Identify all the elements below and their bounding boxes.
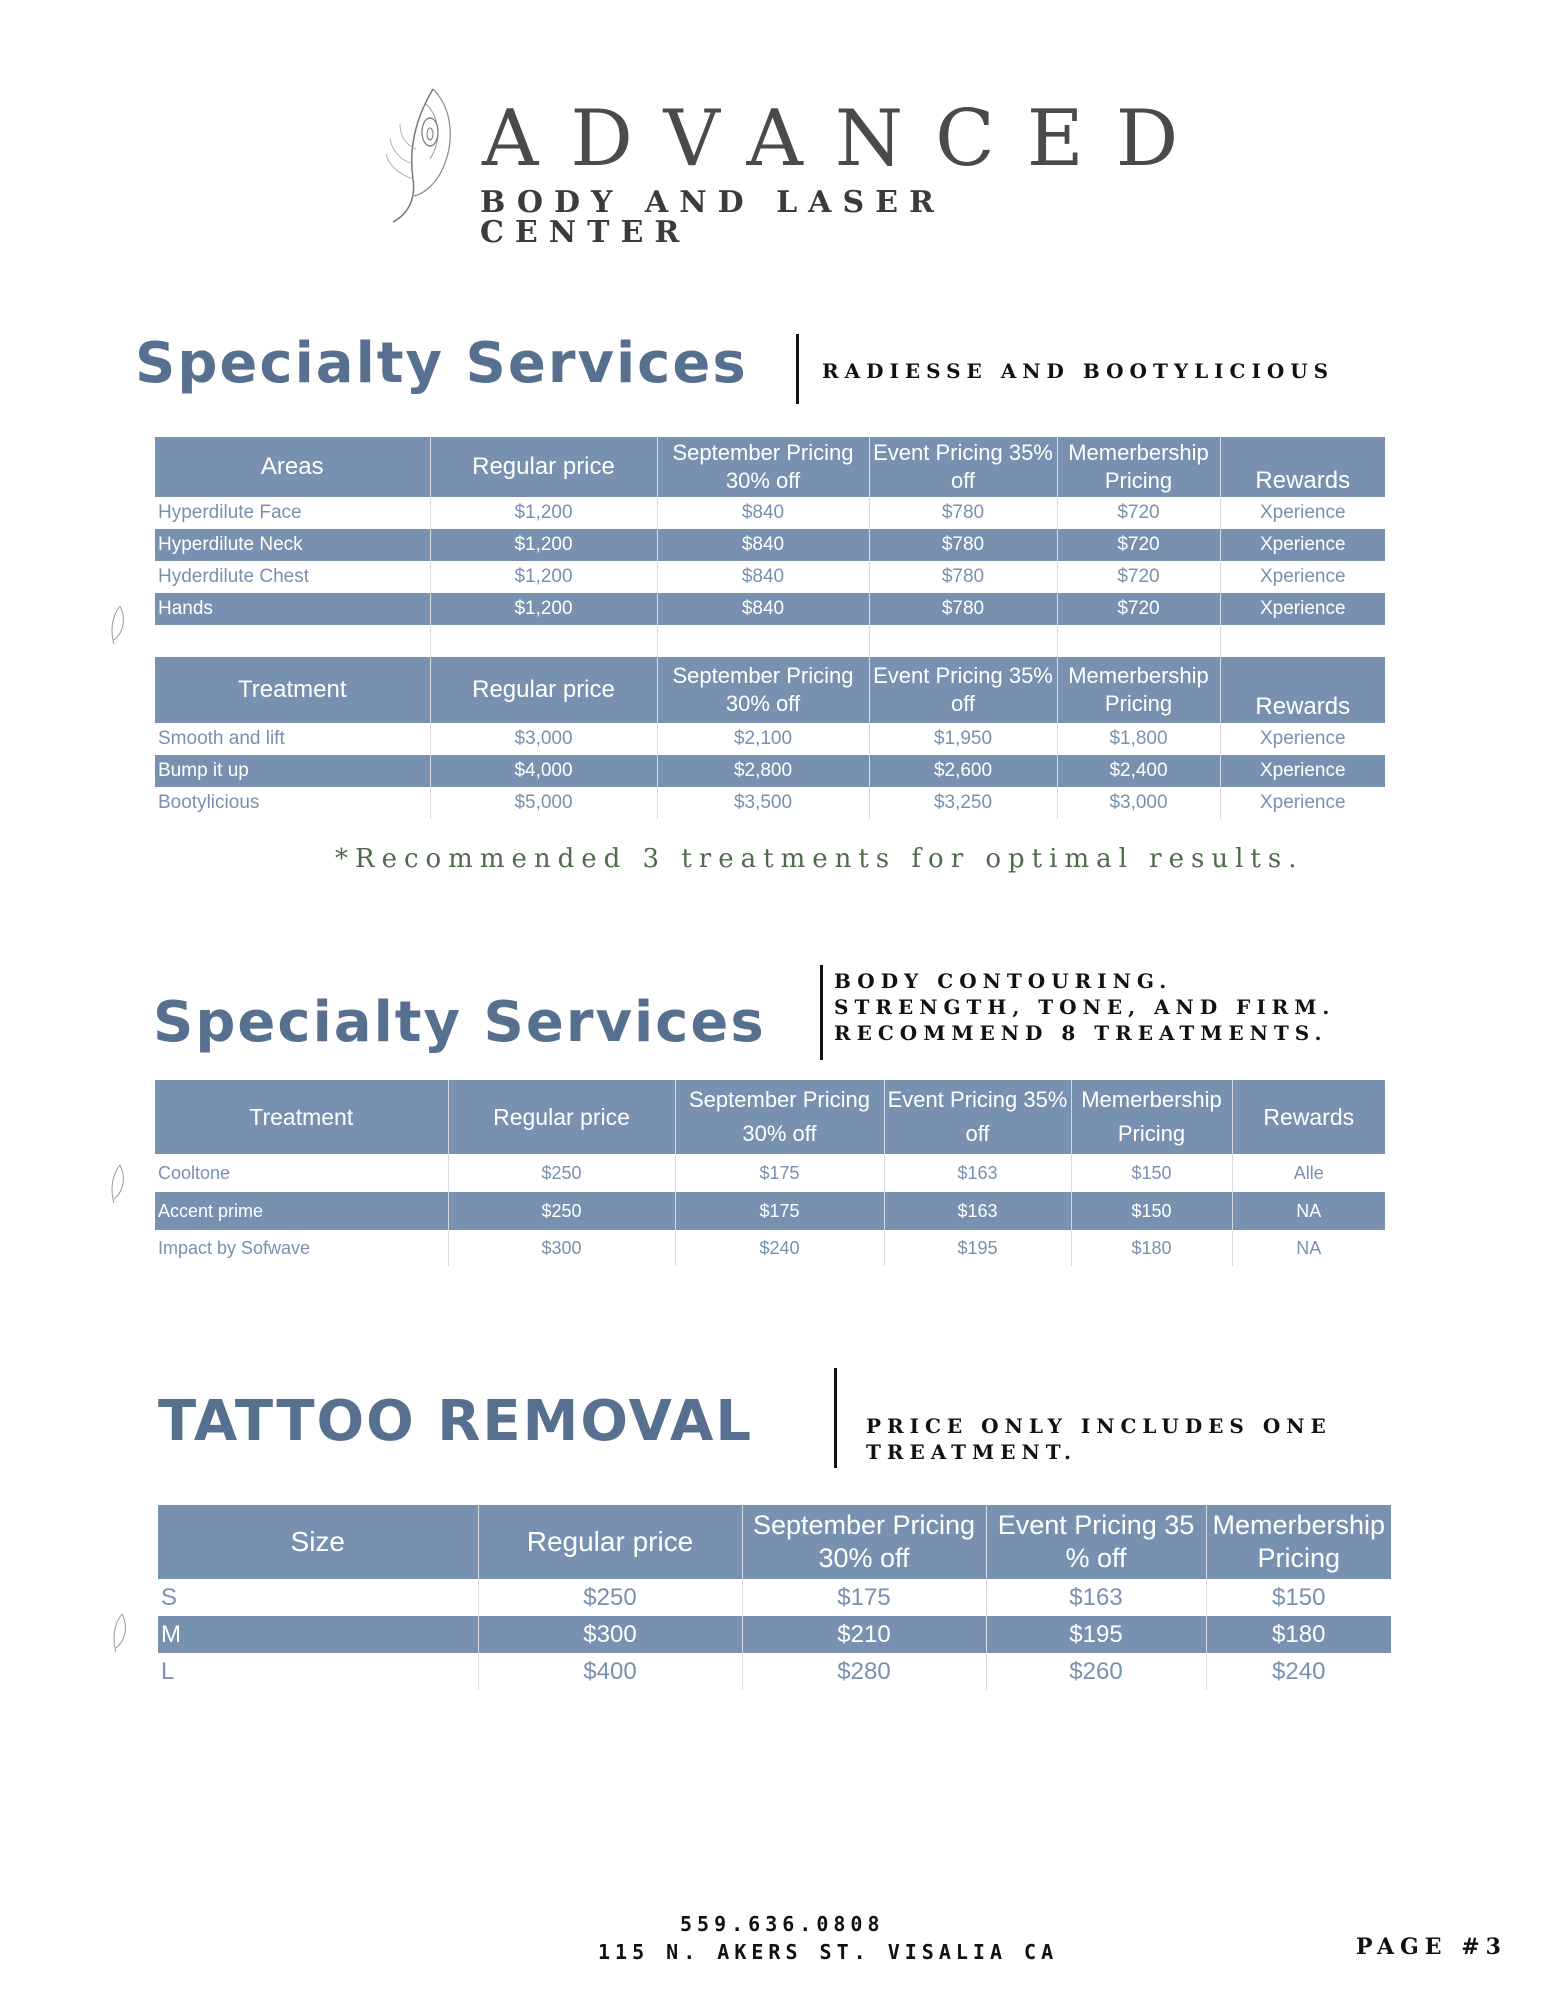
cell: $3,500 xyxy=(657,787,869,819)
cell: $180 xyxy=(1071,1230,1232,1266)
table-row xyxy=(155,497,1385,529)
cell: $1,200 xyxy=(430,497,657,529)
col-header: Regular price xyxy=(430,657,657,723)
cell: $2,600 xyxy=(869,755,1057,787)
body-contouring-table xyxy=(155,1080,1385,1266)
col-header: Event Pricing 35% off xyxy=(884,1080,1071,1154)
cell: Hyperdilute Neck xyxy=(155,529,430,561)
cell: $300 xyxy=(448,1230,675,1266)
cell: $840 xyxy=(657,529,869,561)
table-row xyxy=(155,1230,1385,1266)
table-row xyxy=(155,723,1385,755)
page-number: PAGE #3 xyxy=(1356,1934,1507,1960)
feather-mark-icon xyxy=(104,1163,130,1205)
cell: Xperience xyxy=(1259,792,1346,813)
section-subtitle: PRICE ONLY INCLUDES ONE TREATMENT. xyxy=(866,1414,1332,1464)
cell: $720 xyxy=(1057,529,1220,561)
cell: $280 xyxy=(742,1653,986,1690)
cell: $163 xyxy=(986,1579,1206,1616)
cell: $250 xyxy=(478,1579,742,1616)
cell: Hands xyxy=(155,593,430,625)
table-row xyxy=(155,755,1385,787)
col-header: Memerbership Pricing xyxy=(1206,1505,1391,1579)
col-header: Event Pricing 35% off xyxy=(869,437,1057,497)
cell: Cooltone xyxy=(155,1154,448,1192)
cell: $300 xyxy=(478,1616,742,1653)
section-subtitle: RADIESSE AND BOOTYLICIOUS xyxy=(822,359,1335,383)
cell: Bump it up xyxy=(155,755,430,787)
table-row xyxy=(155,593,1385,625)
col-header: Regular price xyxy=(448,1080,675,1154)
cell: Xperience xyxy=(1259,566,1346,587)
col-header: Size xyxy=(158,1505,478,1579)
section-divider xyxy=(796,334,799,404)
tattoo-removal-table xyxy=(158,1505,1391,1690)
col-header: Rewards xyxy=(1232,1080,1385,1154)
col-header: September Pricing 30% off xyxy=(657,437,869,497)
cell: $150 xyxy=(1071,1154,1232,1192)
recommendation-note: *Recommended 3 treatments for optimal results. xyxy=(335,844,1304,874)
cell: $720 xyxy=(1057,593,1220,625)
cell: $163 xyxy=(884,1154,1071,1192)
cell: $180 xyxy=(1206,1616,1391,1653)
cell: Xperience xyxy=(1220,755,1385,787)
cell: M xyxy=(158,1616,478,1653)
cell: $400 xyxy=(478,1653,742,1690)
col-header: September Pricing 30% off xyxy=(675,1080,884,1154)
feather-mark-icon xyxy=(104,604,130,646)
cell: $840 xyxy=(657,497,869,529)
brand-name: ADVANCED xyxy=(482,94,1211,184)
feather-mark-icon xyxy=(106,1612,132,1654)
cell: $240 xyxy=(1272,1657,1326,1685)
section-subtitle: BODY CONTOURING. STRENGTH, TONE, AND FIRM. RECOMMEND 8 TREATMENTS. xyxy=(834,969,1336,1045)
cell: $780 xyxy=(869,593,1057,625)
areas-price-table xyxy=(155,437,1385,657)
col-header: Treatment xyxy=(155,657,430,723)
cell: L xyxy=(158,1653,478,1690)
footer-phone: 559.636.0808 xyxy=(680,1912,885,1936)
section-title: Specialty Services xyxy=(135,331,748,396)
table-row xyxy=(155,529,1385,561)
col-header: September Pricing 30% off xyxy=(657,657,869,723)
cell: $1,200 xyxy=(430,529,657,561)
col-header: Rewards xyxy=(1220,657,1385,723)
cell: $260 xyxy=(986,1653,1206,1690)
cell: $240 xyxy=(675,1230,884,1266)
cell: $4,000 xyxy=(430,755,657,787)
section-divider xyxy=(820,965,823,1060)
cell: $1,950 xyxy=(869,723,1057,755)
col-header: Treatment xyxy=(155,1080,448,1154)
section-title: Specialty Services xyxy=(153,990,766,1055)
cell: $780 xyxy=(869,497,1057,529)
cell: $1,800 xyxy=(1057,723,1220,755)
cell: $720 xyxy=(1057,497,1220,529)
table-row xyxy=(155,561,1385,593)
cell: Xperience xyxy=(1220,529,1385,561)
table-row xyxy=(155,1154,1385,1192)
cell: $2,400 xyxy=(1057,755,1220,787)
cell: $780 xyxy=(869,529,1057,561)
cell: Hyderdilute Chest xyxy=(155,561,430,593)
col-header: September Pricing 30% off xyxy=(742,1505,986,1579)
cell: $3,250 xyxy=(869,787,1057,819)
col-header: Event Pricing 35% off xyxy=(869,657,1057,723)
cell: $175 xyxy=(742,1579,986,1616)
cell: $3,000 xyxy=(430,723,657,755)
cell: $1,200 xyxy=(430,593,657,625)
cell: S xyxy=(158,1579,478,1616)
cell: $210 xyxy=(742,1616,986,1653)
cell: $720 xyxy=(1057,561,1220,593)
cell: $840 xyxy=(657,593,869,625)
cell: $195 xyxy=(884,1230,1071,1266)
cell: Bootylicious xyxy=(155,787,430,819)
col-header: Event Pricing 35 % off xyxy=(986,1505,1206,1579)
cell: $175 xyxy=(675,1154,884,1192)
brand-logo xyxy=(370,80,1211,250)
cell: $1,200 xyxy=(430,561,657,593)
cell: $250 xyxy=(448,1154,675,1192)
cell: $250 xyxy=(448,1192,675,1230)
cell: $5,000 xyxy=(430,787,657,819)
cell: Xperience xyxy=(1259,502,1346,523)
table-row xyxy=(158,1616,1391,1653)
cell: Xperience xyxy=(1259,728,1346,749)
cell: $195 xyxy=(986,1616,1206,1653)
cell: Impact by Sofwave xyxy=(155,1230,448,1266)
cell: $2,100 xyxy=(657,723,869,755)
cell: $150 xyxy=(1071,1192,1232,1230)
section-title: TATTOO REMOVAL xyxy=(158,1389,753,1454)
col-header: Regular price xyxy=(430,437,657,497)
cell: Accent prime xyxy=(155,1192,448,1230)
brand-tagline: BODY AND LASER CENTER xyxy=(480,185,945,250)
table-row xyxy=(158,1579,1391,1616)
section-divider xyxy=(834,1368,837,1468)
treatment-price-table xyxy=(155,657,1385,819)
table-row xyxy=(158,1653,1391,1690)
cell: $3,000 xyxy=(1057,787,1220,819)
feather-logo-icon xyxy=(378,84,468,224)
cell: $150 xyxy=(1272,1583,1326,1611)
cell: Hyperdilute Face xyxy=(155,497,430,529)
cell: NA xyxy=(1232,1192,1385,1230)
cell: $163 xyxy=(884,1192,1071,1230)
table-row xyxy=(155,1192,1385,1230)
col-header: Rewards xyxy=(1220,437,1385,497)
spacer-row xyxy=(155,625,1385,657)
col-header: Memerbership Pricing xyxy=(1057,657,1220,723)
cell: $840 xyxy=(657,561,869,593)
table-row xyxy=(155,787,1385,819)
cell: NA xyxy=(1296,1237,1322,1258)
cell: $175 xyxy=(675,1192,884,1230)
col-header: Memerbership Pricing xyxy=(1057,437,1220,497)
col-header: Areas xyxy=(155,437,430,497)
col-header: Regular price xyxy=(478,1505,742,1579)
footer-address: 115 N. AKERS ST. VISALIA CA xyxy=(598,1940,1059,1964)
cell: Smooth and lift xyxy=(155,723,430,755)
cell: $780 xyxy=(869,561,1057,593)
col-header: Memerbership Pricing xyxy=(1071,1080,1232,1154)
cell: Xperience xyxy=(1220,593,1385,625)
cell: Alle xyxy=(1293,1162,1324,1183)
cell: $2,800 xyxy=(657,755,869,787)
